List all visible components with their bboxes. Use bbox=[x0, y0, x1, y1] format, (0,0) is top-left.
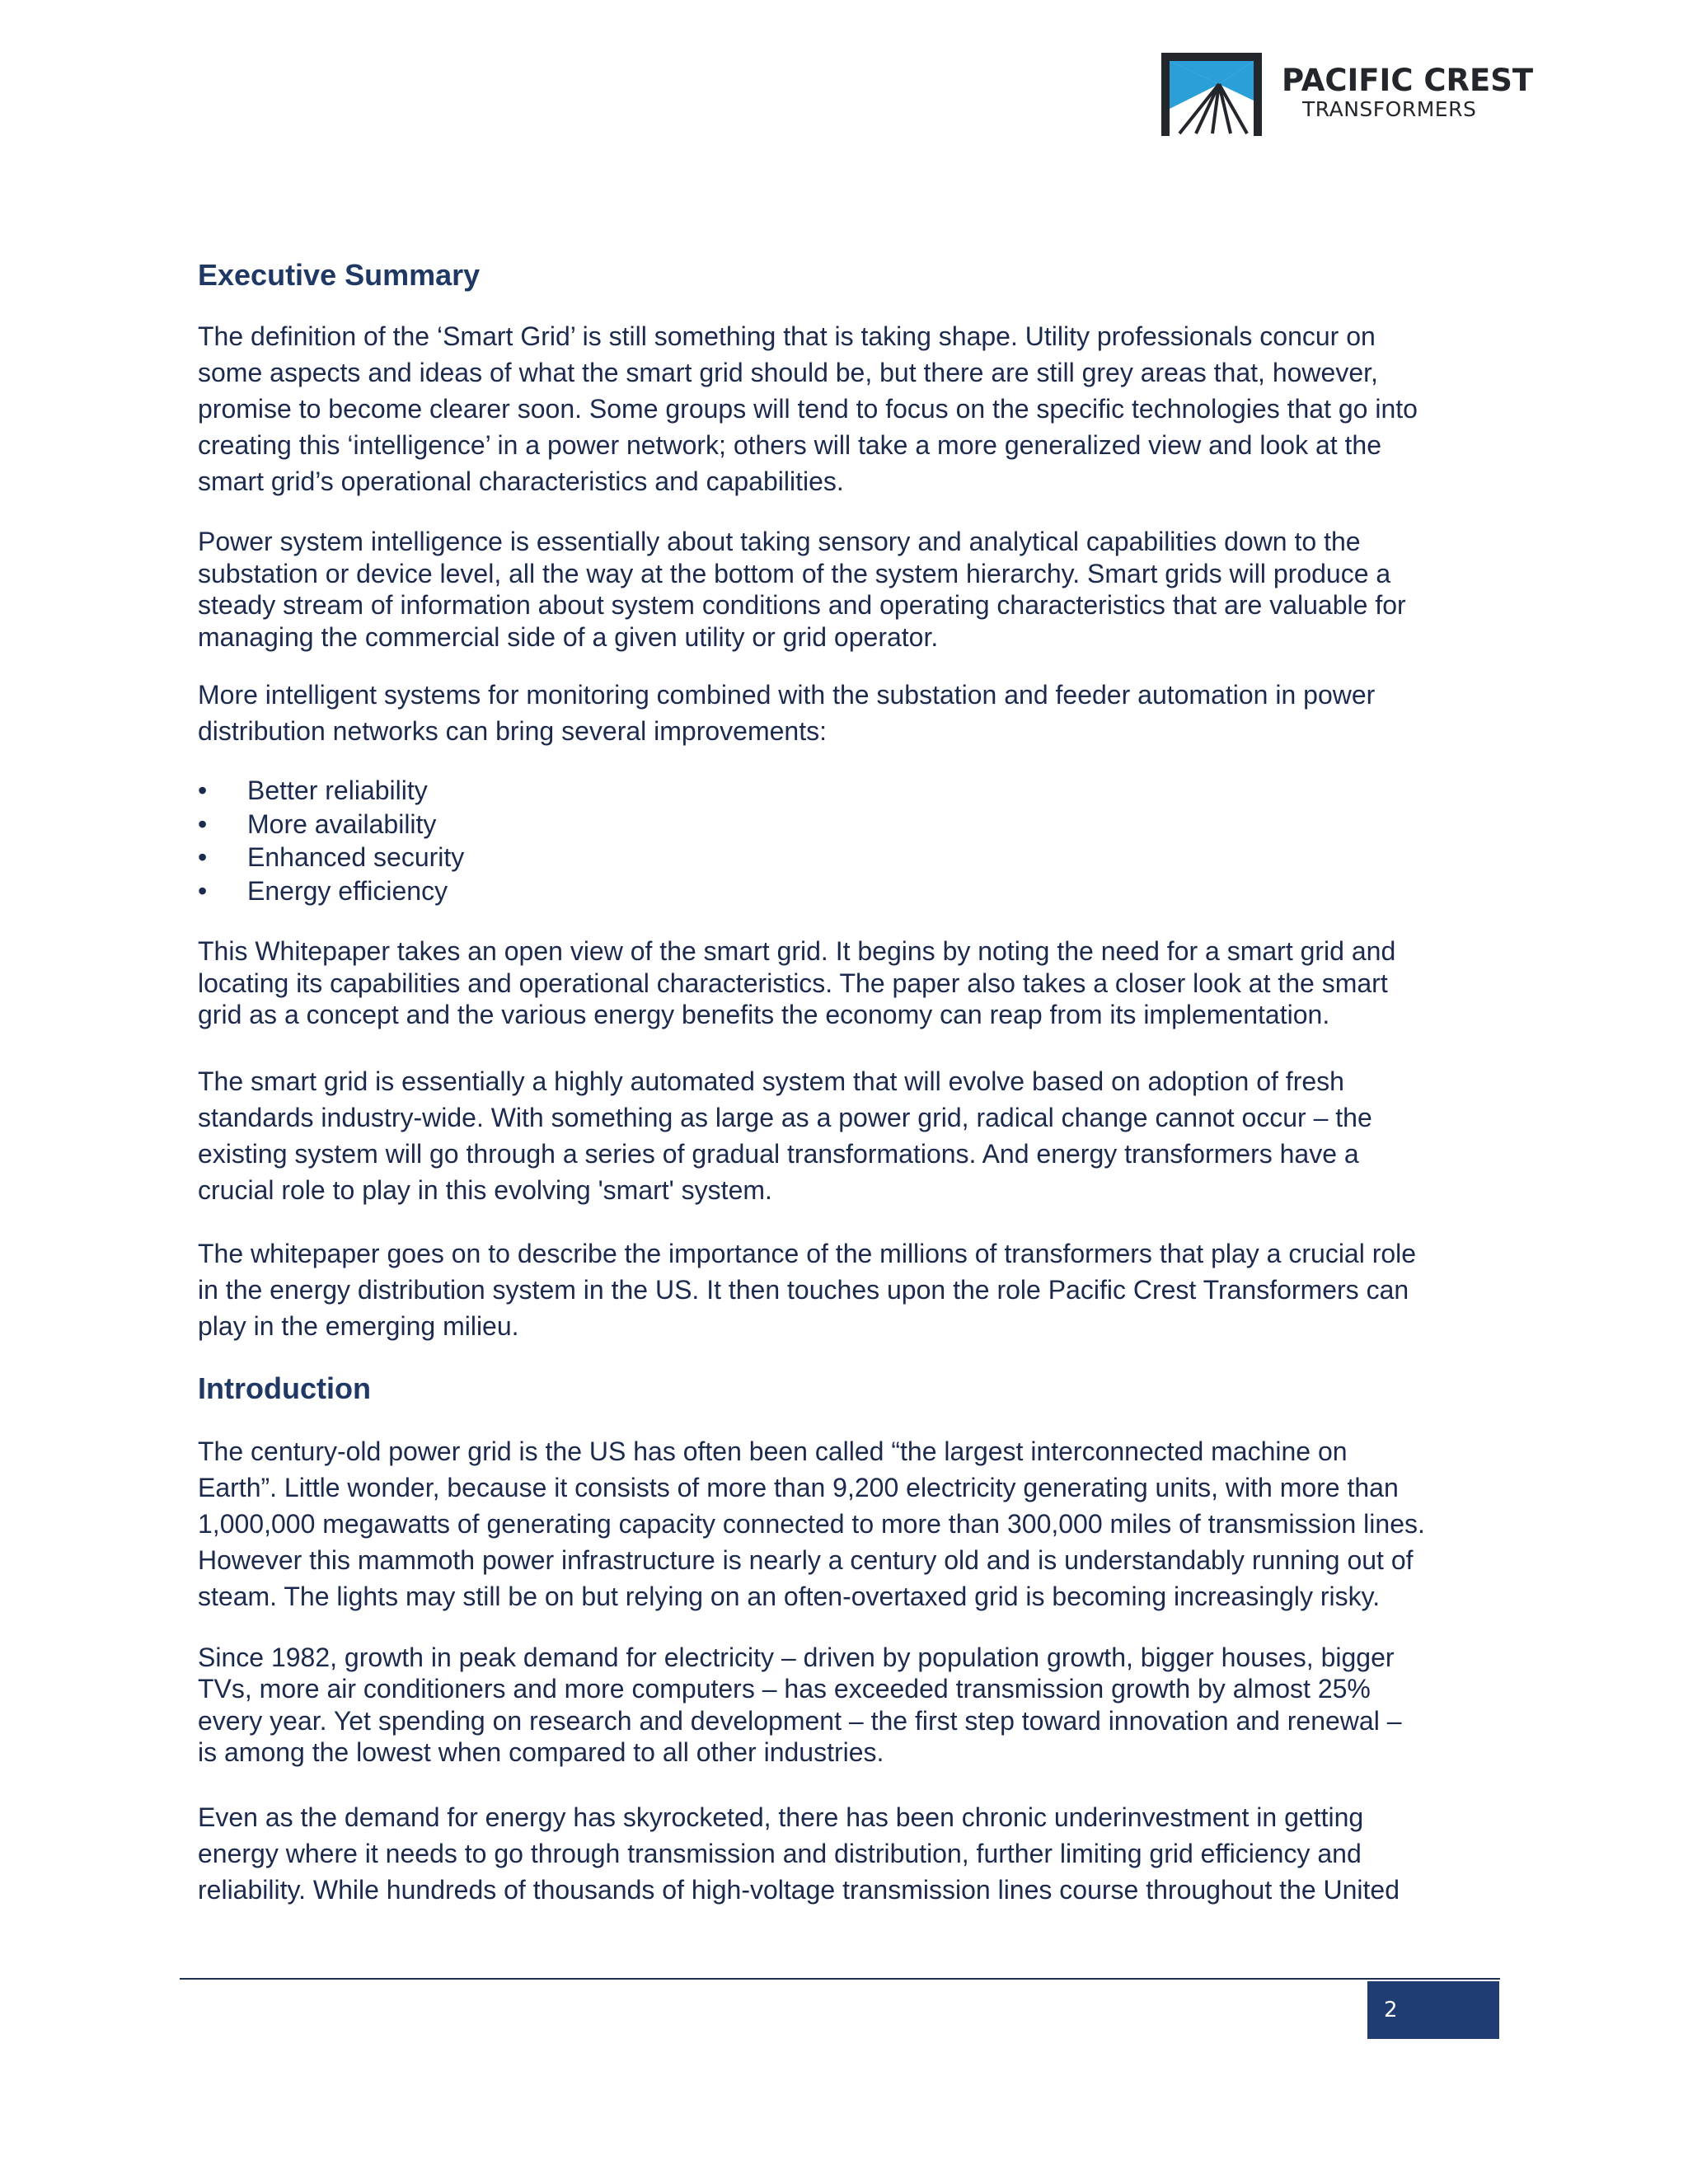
document-body bbox=[198, 257, 1484, 1908]
introduction-paragraph-3 bbox=[198, 1799, 1484, 1908]
text-line: reliability. While hundreds of thousands of high-voltage transmission lines course throughout the United bbox=[198, 1874, 1400, 1905]
text-line: substation or device level, all the way at the bottom of the system hierarchy. Smart grids will produce a bbox=[198, 558, 1391, 588]
pacific-crest-logo-icon bbox=[1158, 51, 1265, 138]
list-item bbox=[198, 874, 1484, 908]
text-line: in the energy distribution system in the US. It then touches upon the role Pacific Crest Transformers can bbox=[198, 1274, 1409, 1305]
introduction-paragraph-2 bbox=[198, 1642, 1484, 1769]
text-line: promise to become clearer soon. Some groups will tend to focus on the specific technologies that go into bbox=[198, 394, 1418, 424]
text-line: distribution networks can bring several improvements: bbox=[198, 716, 827, 746]
bullet-icon: • bbox=[198, 808, 208, 839]
list-item-text: Better reliability bbox=[247, 776, 428, 805]
text-line: crucial role to play in this evolving 'smart' system. bbox=[198, 1174, 772, 1205]
text-line: The century-old power grid is the US has often been called “the largest interconnected machine on bbox=[198, 1436, 1348, 1466]
page-number: 2 bbox=[1384, 1998, 1398, 2022]
text-line: is among the lowest when compared to all other industries. bbox=[198, 1737, 884, 1767]
logo-brand-subtitle: TRANSFORMERS bbox=[1302, 97, 1477, 121]
text-line: steam. The lights may still be on but relying on an often-overtaxed grid is becoming increasingly risky. bbox=[198, 1581, 1381, 1611]
list-item-text: More availability bbox=[247, 808, 437, 839]
text-line: every year. Yet spending on research and development – the first step toward innovation and renewal – bbox=[198, 1705, 1402, 1736]
text-line: locating its capabilities and operational characteristics. The paper also takes a closer look at the smart bbox=[198, 968, 1388, 998]
text-line: creating this ‘intelligence’ in a power network; others will take a more generalized view and look at the bbox=[198, 430, 1382, 460]
text-line: More intelligent systems for monitoring combined with the substation and feeder automation in power bbox=[198, 680, 1376, 710]
introduction-paragraph-1 bbox=[198, 1433, 1484, 1615]
exec-summary-paragraph-3 bbox=[198, 677, 1484, 749]
bullet-icon: • bbox=[198, 776, 208, 805]
text-line: 1,000,000 megawatts of generating capacity connected to more than 300,000 miles of transmission lines. bbox=[198, 1508, 1425, 1539]
text-line: managing the commercial side of a given utility or grid operator. bbox=[198, 621, 939, 652]
text-line: Power system intelligence is essentially about taking sensory and analytical capabilities down to the bbox=[198, 527, 1361, 556]
improvements-list bbox=[198, 774, 1484, 907]
exec-summary-paragraph-6 bbox=[198, 1235, 1484, 1344]
exec-summary-paragraph-2 bbox=[198, 526, 1484, 653]
list-item-text: Enhanced security bbox=[247, 842, 465, 872]
exec-summary-paragraph-1 bbox=[198, 318, 1484, 499]
text-line: energy where it needs to go through transmission and distribution, further limiting grid efficiency and bbox=[198, 1838, 1362, 1868]
text-line: existing system will go through a series of gradual transformations. And energy transformers have a bbox=[198, 1138, 1359, 1169]
text-line: Earth”. Little wonder, because it consists of more than 9,200 electricity generating units, with more than bbox=[198, 1472, 1399, 1502]
text-line: TVs, more air conditioners and more computers – has exceeded transmission growth by almost 25% bbox=[198, 1674, 1371, 1704]
exec-summary-paragraph-4 bbox=[198, 935, 1484, 1031]
company-logo bbox=[1158, 51, 1534, 142]
text-line: smart grid’s operational characteristics and capabilities. bbox=[198, 466, 844, 496]
text-line: some aspects and ideas of what the smart grid should be, but there are still grey areas that, however, bbox=[198, 358, 1378, 387]
list-item bbox=[198, 841, 1484, 874]
text-line: grid as a concept and the various energy benefits the economy can reap from its implementation. bbox=[198, 1000, 1330, 1029]
logo-brand-name: PACIFIC CREST bbox=[1282, 63, 1534, 98]
text-line: The smart grid is essentially a highly automated system that will evolve based on adoption of fresh bbox=[198, 1066, 1344, 1096]
list-item bbox=[198, 808, 1484, 841]
footer-divider bbox=[180, 1978, 1500, 1980]
page-number-badge bbox=[1367, 1981, 1499, 2039]
text-line: steady stream of information about system conditions and operating characteristics that are valuable for bbox=[198, 590, 1406, 620]
introduction-heading: Introduction bbox=[198, 1371, 371, 1405]
bullet-icon: • bbox=[198, 842, 208, 872]
text-line: play in the emerging milieu. bbox=[198, 1310, 519, 1341]
list-item-text: Energy efficiency bbox=[247, 875, 448, 906]
text-line: This Whitepaper takes an open view of the smart grid. It begins by noting the need for a smart grid and bbox=[198, 936, 1396, 966]
text-line: However this mammoth power infrastructure is nearly a century old and is understandably running out of bbox=[198, 1544, 1414, 1575]
executive-summary-heading: Executive Summary bbox=[198, 258, 481, 292]
list-item bbox=[198, 774, 1484, 808]
text-line: The whitepaper goes on to describe the importance of the millions of transformers that play a crucial role bbox=[198, 1238, 1417, 1268]
text-line: The definition of the ‘Smart Grid’ is still something that is taking shape. Utility professionals concur on bbox=[198, 321, 1376, 351]
text-line: standards industry-wide. With something as large as a power grid, radical change cannot occur – the bbox=[198, 1102, 1372, 1132]
bullet-icon: • bbox=[198, 875, 208, 906]
text-line: Since 1982, growth in peak demand for electricity – driven by population growth, bigger houses, bigger bbox=[198, 1642, 1395, 1672]
exec-summary-paragraph-5 bbox=[198, 1063, 1484, 1208]
text-line: Even as the demand for energy has skyrocketed, there has been chronic underinvestment in getting bbox=[198, 1802, 1364, 1832]
